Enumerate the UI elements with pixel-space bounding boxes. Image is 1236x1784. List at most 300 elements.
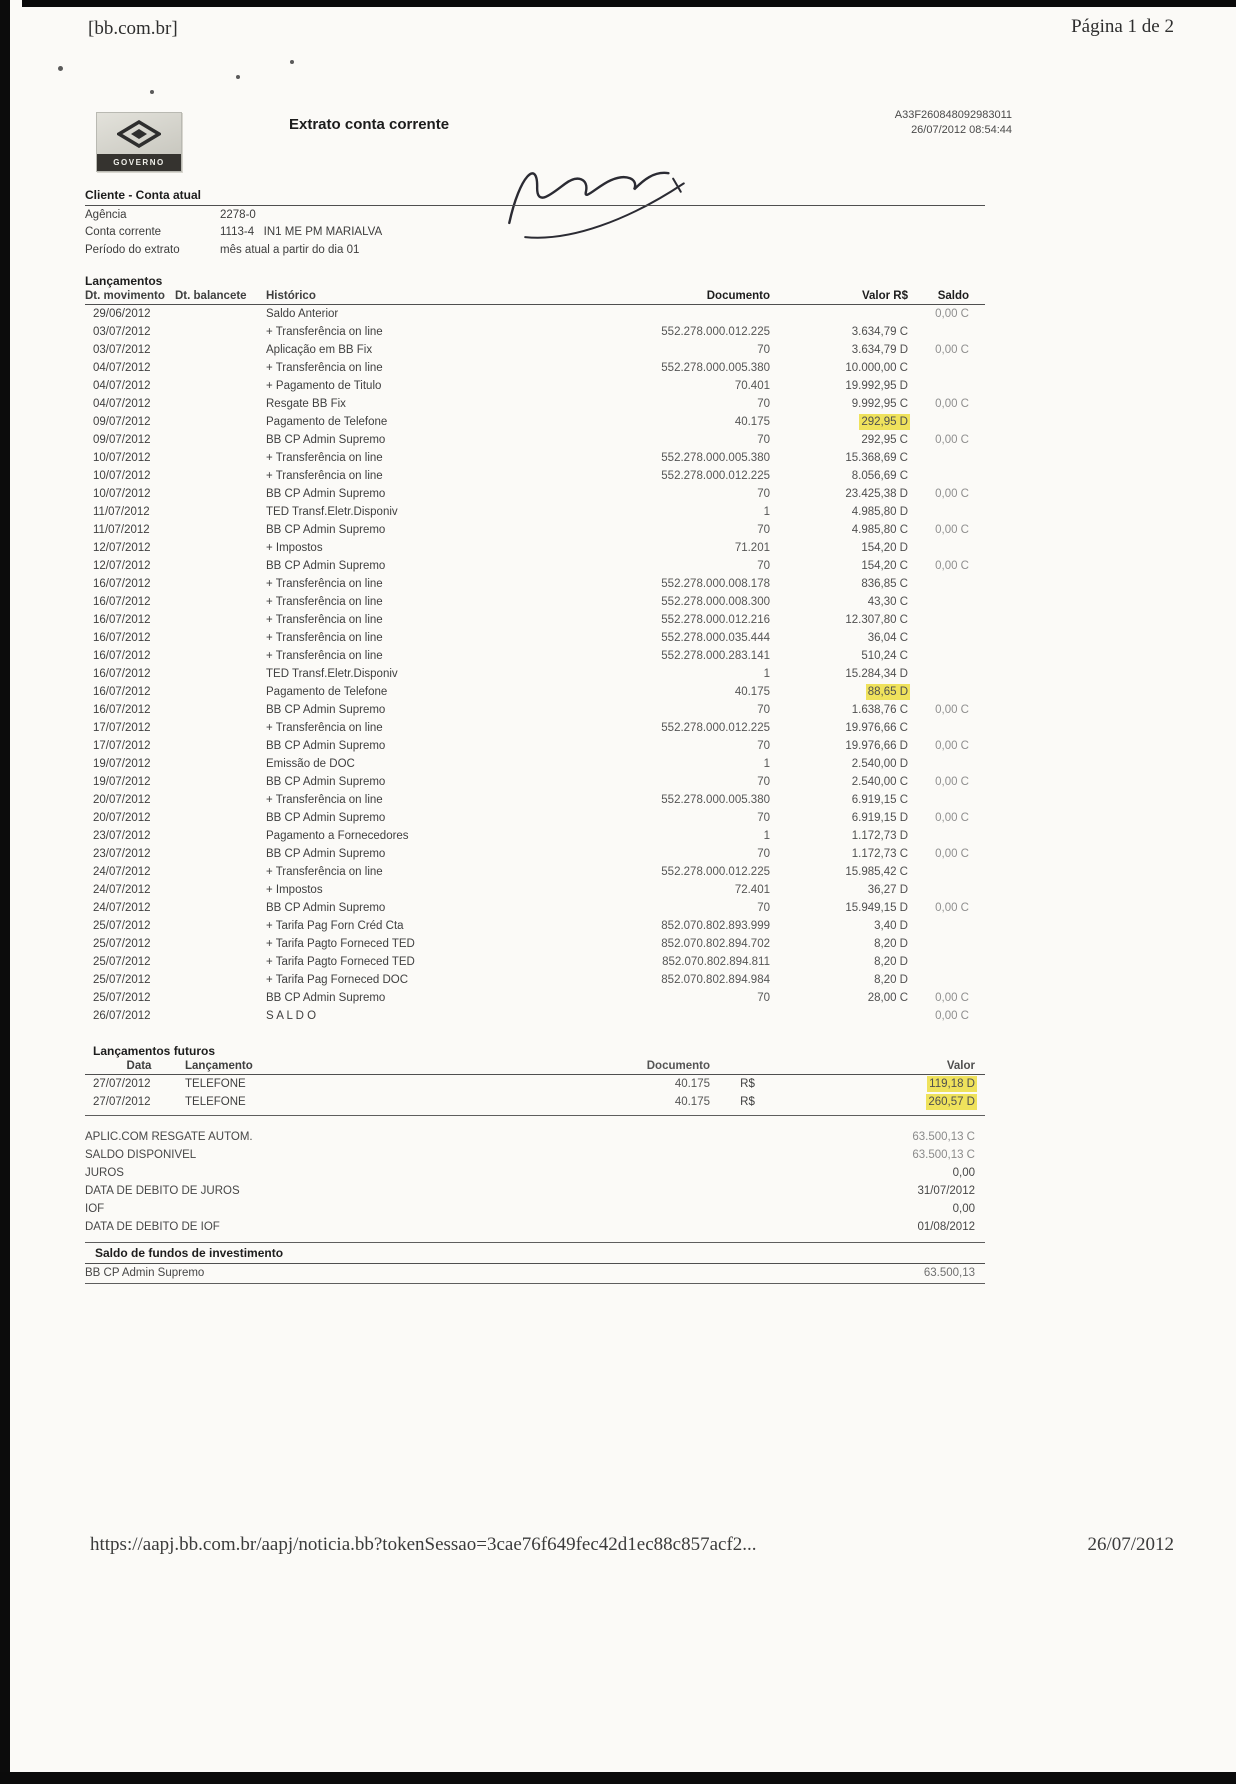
transaction-value: 15.284,34 D	[845, 668, 908, 680]
transaction-date: 24/07/2012	[93, 902, 151, 914]
transaction-value: 8,20 D	[874, 974, 908, 986]
client-account-section	[85, 188, 985, 259]
transaction-row	[85, 1007, 985, 1025]
transaction-balancete-date	[175, 863, 260, 881]
transaction-value: 28,00 C	[867, 992, 908, 1004]
transaction-history: TED Transf.Eletr.Disponiv	[266, 506, 398, 518]
col-dt-balancete: Dt. balancete	[175, 290, 247, 302]
transaction-document: 552.278.000.005.380	[661, 794, 770, 806]
transaction-balance	[920, 629, 985, 647]
transaction-value: 88,65 D	[867, 686, 908, 698]
transaction-history: + Impostos	[266, 542, 323, 554]
transaction-value: 4.985,80 C	[851, 524, 908, 536]
bb-diamond-icon	[117, 120, 161, 148]
transaction-value: 15.949,15 D	[845, 902, 908, 914]
summary-label: SALDO DISPONIVEL	[85, 1149, 197, 1161]
transaction-row	[85, 755, 985, 773]
transaction-document: 1	[763, 668, 770, 680]
transaction-balancete-date	[175, 449, 260, 467]
transaction-balancete-date	[175, 377, 260, 395]
transaction-value: 1.638,76 C	[851, 704, 908, 716]
transaction-value: 3.634,79 C	[851, 326, 908, 338]
transaction-balance	[920, 935, 985, 953]
transaction-value: 3.634,79 D	[851, 344, 908, 356]
transaction-value: 4.985,80 D	[851, 506, 908, 518]
transaction-date: 04/07/2012	[93, 398, 151, 410]
transaction-balancete-date	[175, 755, 260, 773]
scan-edge-bottom	[0, 1772, 1236, 1784]
client-field-label: Conta corrente	[85, 226, 162, 238]
col-valor: Valor R$	[861, 290, 908, 302]
transaction-date: 16/07/2012	[93, 614, 151, 626]
future-entry-description: TELEFONE	[185, 1078, 246, 1090]
transaction-history: BB CP Admin Supremo	[266, 524, 386, 536]
transaction-date: 03/07/2012	[93, 326, 151, 338]
transaction-date: 10/07/2012	[93, 488, 151, 500]
summary-value: 31/07/2012	[917, 1185, 975, 1197]
transaction-date: 04/07/2012	[93, 362, 151, 374]
document-code: A33F260848092983011	[894, 109, 1012, 121]
print-footer-url: https://aapj.bb.com.br/aapj/noticia.bb?tokenSessao=3cae76f649fec42d1ec88c857acf2...	[90, 1534, 757, 1555]
transaction-balancete-date	[175, 989, 260, 1007]
transaction-balance	[920, 665, 985, 683]
transaction-balance: 0,00 C	[935, 398, 969, 410]
transaction-row	[85, 557, 985, 575]
transaction-document: 70	[757, 704, 770, 716]
transaction-balancete-date	[175, 917, 260, 935]
transaction-date: 16/07/2012	[93, 596, 151, 608]
print-footer-date: 26/07/2012	[1087, 1534, 1174, 1555]
transaction-document: 1	[763, 830, 770, 842]
transaction-row	[85, 719, 985, 737]
transaction-document: 852.070.802.894.702	[661, 938, 770, 950]
divider	[85, 1115, 985, 1116]
page-title: Extrato conta corrente	[289, 116, 450, 133]
transaction-balancete-date	[175, 953, 260, 971]
transaction-date: 20/07/2012	[93, 794, 151, 806]
transaction-history: + Tarifa Pagto Forneced TED	[266, 938, 415, 950]
transaction-balancete-date	[175, 305, 260, 323]
future-entry-document: 40.175	[674, 1078, 710, 1090]
summary-value: 0,00	[952, 1167, 975, 1179]
transaction-history: + Transferência on line	[266, 452, 383, 464]
transaction-document: 1	[763, 506, 770, 518]
transaction-row	[85, 917, 985, 935]
transaction-row	[85, 359, 985, 377]
transaction-history: Pagamento de Telefone	[266, 416, 388, 428]
transaction-document: 852.070.802.894.811	[662, 956, 770, 968]
transaction-document: 552.278.000.008.178	[661, 578, 770, 590]
fund-name: BB CP Admin Supremo	[85, 1267, 205, 1279]
transaction-balance: 0,00 C	[935, 740, 969, 752]
transactions-section	[85, 274, 985, 1025]
transaction-document: 71.201	[734, 542, 770, 554]
transaction-row	[85, 413, 985, 431]
transaction-history: + Tarifa Pag Forneced DOC	[266, 974, 409, 986]
future-entry-row	[85, 1093, 985, 1111]
transaction-balance: 0,00 C	[935, 776, 969, 788]
transaction-date: 11/07/2012	[93, 506, 150, 518]
summary-row	[85, 1164, 985, 1182]
transaction-date: 25/07/2012	[93, 920, 151, 932]
transaction-row	[85, 575, 985, 593]
transaction-document: 552.278.000.005.380	[661, 452, 770, 464]
transaction-document: 70	[757, 560, 770, 572]
transaction-date: 04/07/2012	[93, 380, 151, 392]
transaction-value: 8,20 D	[874, 938, 908, 950]
transaction-row	[85, 881, 985, 899]
transaction-document: 70.401	[734, 380, 770, 392]
transaction-balancete-date	[175, 539, 260, 557]
future-section-title: Lançamentos futuros	[93, 1044, 216, 1058]
col-historico: Histórico	[266, 290, 316, 302]
transaction-balance: 0,00 C	[935, 524, 969, 536]
transaction-history: + Transferência on line	[266, 632, 383, 644]
transaction-history: BB CP Admin Supremo	[266, 560, 386, 572]
transaction-document: 70	[757, 848, 770, 860]
transaction-value: 2.540,00 C	[851, 776, 908, 788]
transaction-date: 17/07/2012	[93, 722, 151, 734]
transaction-row	[85, 323, 985, 341]
transaction-balance	[920, 539, 985, 557]
transaction-balance	[920, 971, 985, 989]
transaction-document: 552.278.000.283.141	[661, 650, 770, 662]
scan-edge-top	[22, 0, 1236, 7]
client-field-row	[85, 224, 985, 241]
transaction-balancete-date	[175, 503, 260, 521]
transaction-balancete-date	[175, 485, 260, 503]
transaction-value: 1.172,73 D	[851, 830, 908, 842]
col-currency-spacer	[710, 1060, 785, 1072]
transaction-document: 552.278.000.012.225	[661, 470, 770, 482]
summary-label: DATA DE DEBITO DE JUROS	[85, 1185, 240, 1197]
transaction-row	[85, 953, 985, 971]
transaction-balance	[920, 953, 985, 971]
transaction-balance: 0,00 C	[935, 704, 969, 716]
transaction-balancete-date	[175, 323, 260, 341]
transaction-value: 23.425,38 D	[845, 488, 908, 500]
transaction-date: 24/07/2012	[93, 884, 151, 896]
transaction-document: 70	[757, 902, 770, 914]
transaction-history: BB CP Admin Supremo	[266, 812, 386, 824]
transaction-document: 70	[757, 524, 770, 536]
client-field-label: Agência	[85, 208, 127, 221]
transaction-balancete-date	[175, 827, 260, 845]
transaction-value: 1.172,73 C	[851, 848, 908, 860]
transaction-balance	[920, 323, 985, 341]
transaction-history: BB CP Admin Supremo	[266, 740, 386, 752]
transaction-balance: 0,00 C	[935, 848, 969, 860]
transaction-date: 19/07/2012	[93, 758, 151, 770]
transaction-balance: 0,00 C	[935, 902, 969, 914]
transaction-row	[85, 791, 985, 809]
transaction-row	[85, 485, 985, 503]
transaction-balance: 0,00 C	[935, 812, 969, 824]
transaction-balancete-date	[175, 341, 260, 359]
scan-speck	[290, 60, 294, 64]
transaction-balance	[920, 755, 985, 773]
transaction-balance	[920, 683, 985, 701]
transaction-balancete-date	[175, 647, 260, 665]
transaction-balancete-date	[175, 881, 260, 899]
transaction-history: BB CP Admin Supremo	[266, 704, 386, 716]
transaction-document: 552.278.000.008.300	[661, 596, 770, 608]
transaction-document: 852.070.802.893.999	[661, 920, 770, 932]
transaction-history: + Transferência on line	[266, 578, 383, 590]
transaction-balance	[920, 827, 985, 845]
col-lancamento: Lançamento	[185, 1060, 253, 1072]
transaction-balance	[920, 413, 985, 431]
transaction-balancete-date	[175, 719, 260, 737]
client-section-title: Cliente - Conta atual	[85, 188, 985, 206]
transaction-history: + Tarifa Pag Forn Créd Cta	[266, 920, 404, 932]
transaction-row	[85, 845, 985, 863]
transaction-document	[500, 305, 770, 323]
transaction-balance	[920, 593, 985, 611]
summary-label: APLIC.COM RESGATE AUTOM.	[85, 1131, 253, 1143]
transaction-balance	[920, 359, 985, 377]
transaction-date: 25/07/2012	[93, 974, 151, 986]
client-field-label: Período do extrato	[85, 243, 180, 256]
transaction-document: 552.278.000.035.444	[661, 632, 770, 644]
document-meta	[895, 108, 1012, 138]
summary-row	[85, 1128, 985, 1146]
future-entries-section	[85, 1044, 985, 1116]
transaction-document: 552.278.000.012.216	[661, 614, 770, 626]
transaction-balance	[920, 611, 985, 629]
transaction-history: BB CP Admin Supremo	[266, 848, 386, 860]
print-header-url: [bb.com.br]	[88, 18, 178, 39]
transaction-date: 25/07/2012	[93, 992, 151, 1004]
transaction-balance: 0,00 C	[935, 560, 969, 572]
client-field-row	[85, 242, 985, 259]
scan-edge-left	[0, 0, 10, 1784]
transaction-document: 1	[763, 758, 770, 770]
transaction-row	[85, 737, 985, 755]
scan-speck	[236, 75, 240, 79]
col-documento: Documento	[706, 290, 770, 302]
transaction-value: 6.919,15 D	[851, 812, 908, 824]
transaction-balance: 0,00 C	[935, 434, 969, 446]
summary-row	[85, 1182, 985, 1200]
client-field-value: 2278-0	[220, 208, 256, 221]
future-entry-value: 260,57 D	[928, 1096, 975, 1108]
transaction-row	[85, 539, 985, 557]
transaction-value: 8,20 D	[874, 956, 908, 968]
funds-section-title: Saldo de fundos de investimento	[85, 1246, 985, 1264]
transaction-date: 10/07/2012	[93, 470, 151, 482]
transaction-balance	[920, 719, 985, 737]
transaction-balance	[920, 917, 985, 935]
transaction-row	[85, 935, 985, 953]
transaction-value: 19.976,66 C	[845, 722, 908, 734]
transaction-balancete-date	[175, 629, 260, 647]
transaction-history: + Transferência on line	[266, 362, 383, 374]
transaction-date: 16/07/2012	[93, 578, 151, 590]
transaction-document: 40.175	[734, 416, 770, 428]
scan-speck	[150, 90, 154, 94]
client-field-value: mês atual a partir do dia 01	[220, 243, 360, 256]
transaction-document: 70	[757, 488, 770, 500]
summary-label: DATA DE DEBITO DE IOF	[85, 1221, 220, 1233]
future-entry-currency: R$	[740, 1096, 755, 1108]
transaction-balance	[920, 881, 985, 899]
transaction-balance: 0,00 C	[935, 1010, 969, 1022]
transaction-balance	[920, 575, 985, 593]
transaction-value: 154,20 C	[861, 560, 908, 572]
document-datetime: 26/07/2012 08:54:44	[911, 124, 1012, 136]
transaction-history: BB CP Admin Supremo	[266, 434, 386, 446]
transaction-value: 510,24 C	[861, 650, 908, 662]
transaction-date: 20/07/2012	[93, 812, 151, 824]
summary-label: JUROS	[85, 1167, 124, 1179]
transaction-balancete-date	[175, 431, 260, 449]
transaction-value: 6.919,15 C	[851, 794, 908, 806]
transaction-document: 70	[757, 812, 770, 824]
transaction-value: 8.056,69 C	[851, 470, 908, 482]
transaction-history: + Transferência on line	[266, 470, 383, 482]
transaction-date: 25/07/2012	[93, 956, 151, 968]
transaction-row	[85, 305, 985, 323]
transaction-date: 16/07/2012	[93, 668, 151, 680]
client-field-row	[85, 207, 985, 224]
summary-value: 63.500,13 C	[912, 1131, 975, 1143]
transaction-date: 03/07/2012	[93, 344, 151, 356]
transaction-row	[85, 683, 985, 701]
transaction-row	[85, 341, 985, 359]
transaction-history: + Transferência on line	[266, 866, 383, 878]
transaction-balance: 0,00 C	[935, 992, 969, 1004]
transaction-row	[85, 395, 985, 413]
summary-label: IOF	[85, 1203, 105, 1215]
transaction-value: 3,40 D	[874, 920, 908, 932]
transaction-value: 15.368,69 C	[845, 452, 908, 464]
transaction-balance	[920, 647, 985, 665]
transaction-history: + Transferência on line	[266, 614, 383, 626]
transaction-history: Pagamento de Telefone	[266, 686, 388, 698]
transaction-document: 70	[757, 344, 770, 356]
future-entry-currency: R$	[740, 1078, 755, 1090]
transaction-row	[85, 899, 985, 917]
transaction-balancete-date	[175, 971, 260, 989]
transaction-history: BB CP Admin Supremo	[266, 992, 386, 1004]
summary-row	[85, 1146, 985, 1164]
transaction-row	[85, 701, 985, 719]
transaction-date: 16/07/2012	[93, 704, 151, 716]
transaction-date: 11/07/2012	[93, 524, 150, 536]
transaction-history: + Transferência on line	[266, 650, 383, 662]
transaction-balancete-date	[175, 359, 260, 377]
transaction-value: 292,95 D	[861, 416, 908, 428]
transaction-row	[85, 773, 985, 791]
transaction-history: Resgate BB Fix	[266, 398, 346, 410]
transaction-row	[85, 377, 985, 395]
transaction-row	[85, 989, 985, 1007]
transaction-date: 16/07/2012	[93, 632, 151, 644]
transaction-date: 10/07/2012	[93, 452, 151, 464]
transaction-balancete-date	[175, 845, 260, 863]
transaction-history: S A L D O	[266, 1010, 317, 1022]
transaction-row	[85, 593, 985, 611]
future-entry-document: 40.175	[674, 1096, 710, 1108]
transaction-date: 25/07/2012	[93, 938, 151, 950]
transaction-value: 10.000,00 C	[845, 362, 908, 374]
summary-row	[85, 1218, 985, 1236]
transaction-value: 154,20 D	[861, 542, 908, 554]
transactions-header-row	[85, 290, 985, 305]
investment-funds-section	[85, 1242, 985, 1284]
transaction-date: 19/07/2012	[93, 776, 151, 788]
col-dt-movimento: Dt. movimento	[85, 290, 165, 302]
transaction-document: 70	[757, 740, 770, 752]
col-valor-futuro: Valor	[946, 1060, 975, 1072]
transaction-date: 12/07/2012	[93, 560, 151, 572]
transaction-row	[85, 521, 985, 539]
transaction-row	[85, 629, 985, 647]
transaction-row	[85, 431, 985, 449]
transaction-balancete-date	[175, 575, 260, 593]
transaction-row	[85, 809, 985, 827]
transaction-history: + Transferência on line	[266, 794, 383, 806]
transaction-value: 15.985,42 C	[845, 866, 908, 878]
transaction-document: 70	[757, 992, 770, 1004]
future-entry-row	[85, 1075, 985, 1093]
future-entry-value: 119,18 D	[929, 1078, 975, 1090]
transaction-history: Pagamento a Fornecedores	[266, 830, 409, 842]
transaction-balancete-date	[175, 809, 260, 827]
transaction-document	[500, 1007, 770, 1025]
transaction-date: 26/07/2012	[93, 1010, 151, 1022]
transactions-section-title: Lançamentos	[85, 274, 163, 288]
transaction-balancete-date	[175, 413, 260, 431]
transaction-value: 36,04 C	[867, 632, 908, 644]
transaction-balancete-date	[175, 899, 260, 917]
summary-value: 63.500,13 C	[912, 1149, 975, 1161]
transaction-history: BB CP Admin Supremo	[266, 902, 386, 914]
print-header-page-number: Página 1 de 2	[1071, 16, 1174, 37]
transaction-history: Aplicação em BB Fix	[266, 344, 373, 356]
transaction-balancete-date	[175, 611, 260, 629]
transaction-date: 24/07/2012	[93, 866, 151, 878]
transaction-balancete-date	[175, 1007, 260, 1025]
transaction-value: 292,95 C	[861, 434, 908, 446]
transaction-balance	[920, 377, 985, 395]
transaction-row	[85, 449, 985, 467]
transaction-value: 12.307,80 C	[845, 614, 908, 626]
transaction-history: + Tarifa Pagto Forneced TED	[266, 956, 415, 968]
transaction-date: 16/07/2012	[93, 686, 151, 698]
bank-logo	[96, 112, 182, 172]
transaction-value: 2.540,00 D	[851, 758, 908, 770]
summary-value: 0,00	[952, 1203, 975, 1215]
transaction-date: 09/07/2012	[93, 416, 151, 428]
transaction-row	[85, 665, 985, 683]
transaction-value: 19.992,95 D	[845, 380, 908, 392]
transaction-balance: 0,00 C	[935, 308, 969, 320]
transaction-history: + Transferência on line	[266, 596, 383, 608]
transaction-date: 29/06/2012	[93, 308, 151, 320]
fund-row	[85, 1264, 985, 1284]
transaction-document: 70	[757, 434, 770, 446]
transaction-balancete-date	[175, 467, 260, 485]
future-entry-description: TELEFONE	[185, 1096, 246, 1108]
summary-row	[85, 1200, 985, 1218]
transaction-document: 72.401	[734, 884, 770, 896]
transaction-document: 552.278.000.012.225	[661, 326, 770, 338]
transaction-date: 23/07/2012	[93, 830, 151, 842]
transaction-row	[85, 647, 985, 665]
transaction-date: 09/07/2012	[93, 434, 151, 446]
